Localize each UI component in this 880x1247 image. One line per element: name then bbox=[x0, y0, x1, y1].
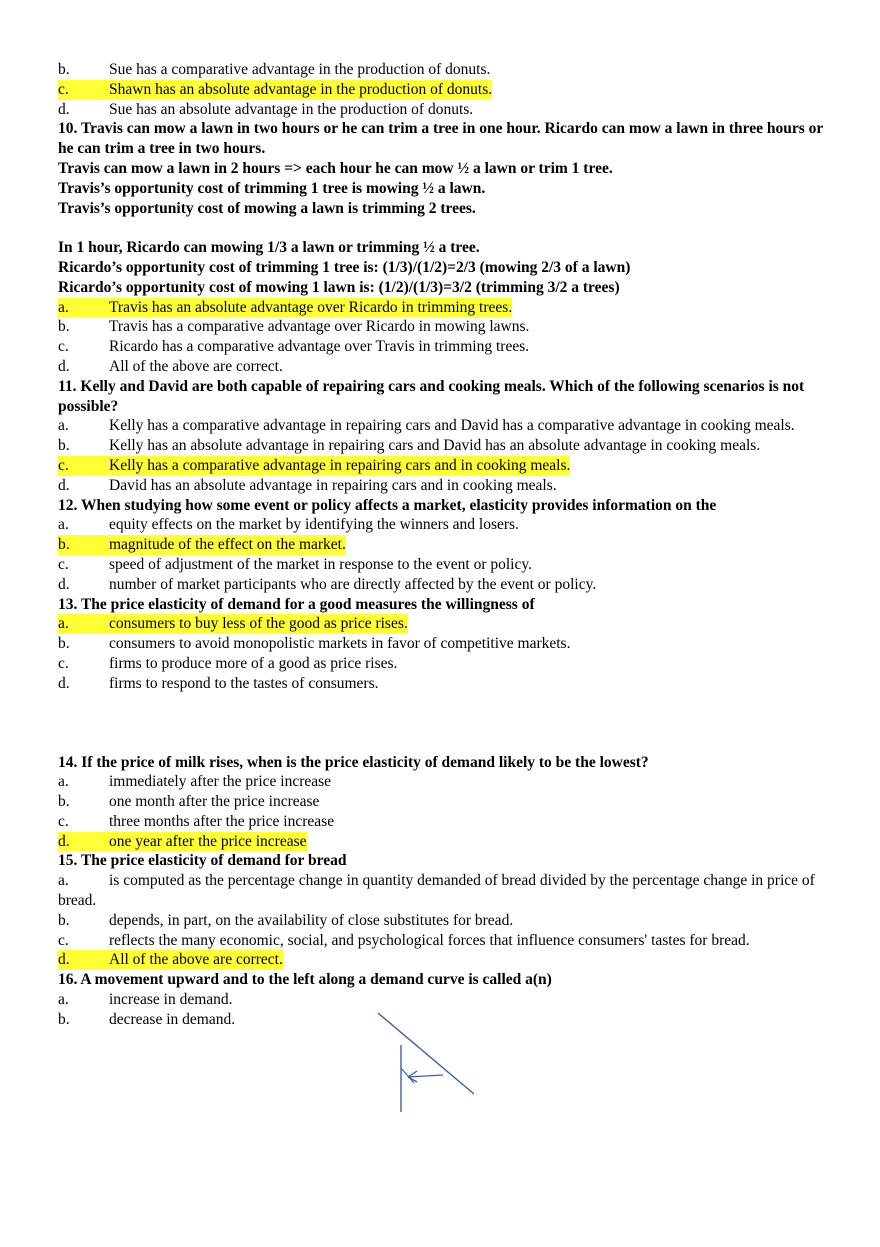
option-letter: a. bbox=[58, 991, 69, 1009]
worked-note: Ricardo’s opportunity cost of trimming 1 tree is: (1/3)/(1/2)=2/3 (mowing 2/3 of a lawn) bbox=[58, 258, 631, 276]
worked-note: Travis’s opportunity cost of mowing a lawn is trimming 2 trees. bbox=[58, 199, 476, 217]
option-text: Kelly has an absolute advantage in repairing cars and David has an absolute advantage in cooking meals. bbox=[109, 437, 761, 455]
answer-option bbox=[58, 772, 830, 792]
option-text: reflects the many economic, social, and psychological forces that influence consumers' tastes for bread. bbox=[109, 931, 750, 949]
option-letter: b. bbox=[58, 911, 70, 929]
option-text: consumers to buy less of the good as price rises. bbox=[109, 615, 408, 633]
sketch-arrow-shaft bbox=[408, 1075, 443, 1077]
answer-option bbox=[58, 812, 830, 832]
option-text: Kelly has a comparative advantage in repairing cars and David has a comparative advantage in cooking meals. bbox=[109, 417, 795, 435]
spacer bbox=[58, 218, 830, 238]
option-text: David has an absolute advantage in repairing cars and in cooking meals. bbox=[109, 476, 557, 494]
option-letter: b. bbox=[58, 1010, 70, 1028]
answer-option bbox=[58, 911, 830, 931]
question-stem: 14. If the price of milk rises, when is the price elasticity of demand likely to be the lowest? bbox=[58, 753, 649, 771]
option-letter: b. bbox=[58, 61, 70, 78]
answer-option bbox=[58, 416, 830, 436]
question-stem: 15. The price elasticity of demand for bread bbox=[58, 852, 347, 870]
option-text: is computed as the percentage change in quantity demanded of bread divided by the percentage change in price of bread. bbox=[58, 872, 815, 910]
option-text: Travis has an absolute advantage over Ricardo in trimming trees. bbox=[109, 298, 513, 316]
option-letter: a. bbox=[58, 773, 69, 791]
option-text: speed of adjustment of the market in response to the event or policy. bbox=[109, 555, 532, 573]
option-text: firms to respond to the tastes of consumers. bbox=[109, 674, 379, 692]
answer-option bbox=[58, 634, 830, 654]
answer-option-highlighted bbox=[58, 535, 830, 555]
option-letter: d. bbox=[58, 357, 70, 375]
option-letter: d. bbox=[58, 476, 70, 494]
question-stem: 10. Travis can mow a lawn in two hours or he can trim a tree in one hour. Ricardo can mow a lawn in three hours or he can trim a tree in two hours. bbox=[58, 120, 823, 158]
worked-note: Travis’s opportunity cost of trimming 1 tree is mowing ½ a lawn. bbox=[58, 179, 486, 197]
answer-option bbox=[58, 654, 830, 674]
option-letter: d. bbox=[58, 674, 70, 692]
sketch-tick bbox=[401, 1068, 414, 1083]
option-letter: c. bbox=[58, 812, 69, 830]
answer-option bbox=[58, 476, 830, 496]
option-letter: a. bbox=[58, 516, 69, 534]
option-letter: b. bbox=[58, 793, 70, 811]
option-text: depends, in part, on the availability of close substitutes for bread. bbox=[109, 911, 514, 929]
option-text: Shawn has an absolute advantage in the production of donuts. bbox=[109, 80, 493, 98]
answer-option-highlighted bbox=[58, 80, 830, 100]
option-letter: d. bbox=[58, 100, 70, 118]
answer-option-highlighted bbox=[58, 832, 830, 852]
answer-option bbox=[58, 575, 830, 595]
answer-option-highlighted bbox=[58, 456, 830, 476]
question-stem: 13. The price elasticity of demand for a good measures the willingness of bbox=[58, 595, 535, 613]
option-letter: d. bbox=[58, 950, 109, 970]
option-letter: a. bbox=[58, 614, 109, 634]
option-text: consumers to avoid monopolistic markets in favor of competitive markets. bbox=[109, 635, 571, 653]
option-text: one month after the price increase bbox=[109, 793, 320, 811]
answer-option bbox=[58, 100, 830, 120]
option-letter: b. bbox=[58, 437, 70, 455]
option-text: number of market participants who are directly affected by the event or policy. bbox=[109, 575, 597, 593]
answer-option bbox=[58, 60, 830, 80]
worked-note: In 1 hour, Ricardo can mowing 1/3 a lawn or trimming ½ a tree. bbox=[58, 239, 480, 257]
option-letter: c. bbox=[58, 80, 109, 100]
option-letter: c. bbox=[58, 654, 69, 672]
option-letter: b. bbox=[58, 535, 109, 555]
answer-option bbox=[58, 317, 830, 337]
option-text: firms to produce more of a good as price rises. bbox=[109, 654, 398, 672]
answer-option-highlighted bbox=[58, 614, 830, 634]
option-letter: a. bbox=[58, 872, 69, 890]
option-letter: d. bbox=[58, 575, 70, 593]
answer-option bbox=[58, 674, 830, 694]
option-text: increase in demand. bbox=[109, 991, 233, 1009]
option-text: Travis has a comparative advantage over Ricardo in mowing lawns. bbox=[109, 318, 530, 336]
option-letter: b. bbox=[58, 318, 70, 336]
answer-option bbox=[58, 931, 830, 951]
document-body bbox=[58, 60, 830, 1030]
answer-option-highlighted bbox=[58, 298, 830, 318]
option-text: decrease in demand. bbox=[109, 1010, 236, 1028]
worked-note: Travis can mow a lawn in 2 hours => each hour he can mow ½ a lawn or trim 1 tree. bbox=[58, 159, 613, 177]
question-stem: 16. A movement upward and to the left along a demand curve is called a(n) bbox=[58, 971, 552, 989]
option-text: All of the above are correct. bbox=[109, 951, 283, 969]
option-letter: c. bbox=[58, 338, 69, 356]
answer-option bbox=[58, 871, 830, 911]
option-letter: a. bbox=[58, 298, 109, 318]
answer-option bbox=[58, 337, 830, 357]
option-text: magnitude of the effect on the market. bbox=[109, 536, 346, 554]
option-text: Kelly has a comparative advantage in repairing cars and in cooking meals. bbox=[109, 456, 571, 474]
option-text: Ricardo has a comparative advantage over Travis in trimming trees. bbox=[109, 338, 530, 356]
option-letter: b. bbox=[58, 635, 70, 653]
option-text: three months after the price increase bbox=[109, 812, 335, 830]
answer-option bbox=[58, 555, 830, 575]
answer-option bbox=[58, 792, 830, 812]
option-text: Sue has an absolute advantage in the production of donuts. bbox=[109, 100, 474, 118]
sketch-demand-line bbox=[378, 1013, 474, 1094]
option-text: Sue has a comparative advantage in the production of donuts. bbox=[109, 61, 491, 78]
option-text: equity effects on the market by identifying the winners and losers. bbox=[109, 516, 519, 534]
option-letter: c. bbox=[58, 456, 109, 476]
answer-option-highlighted bbox=[58, 950, 830, 970]
option-letter: c. bbox=[58, 931, 69, 949]
answer-option bbox=[58, 436, 830, 456]
answer-option bbox=[58, 515, 830, 535]
option-text: All of the above are correct. bbox=[109, 357, 283, 375]
option-letter: a. bbox=[58, 417, 69, 435]
worked-note: Ricardo’s opportunity cost of mowing 1 lawn is: (1/2)/(1/3)=3/2 (trimming 3/2 a trees) bbox=[58, 278, 620, 296]
question-stem: 12. When studying how some event or policy affects a market, elasticity provides information on the bbox=[58, 496, 717, 514]
option-letter: d. bbox=[58, 832, 109, 852]
handwritten-demand-curve-sketch bbox=[370, 1005, 490, 1120]
answer-option bbox=[58, 357, 830, 377]
spacer bbox=[58, 694, 830, 753]
option-text: immediately after the price increase bbox=[109, 773, 332, 791]
option-text: one year after the price increase bbox=[109, 832, 307, 850]
option-letter: c. bbox=[58, 555, 69, 573]
question-stem: 11. Kelly and David are both capable of repairing cars and cooking meals. Which of the following scenarios is not possible? bbox=[58, 377, 805, 415]
